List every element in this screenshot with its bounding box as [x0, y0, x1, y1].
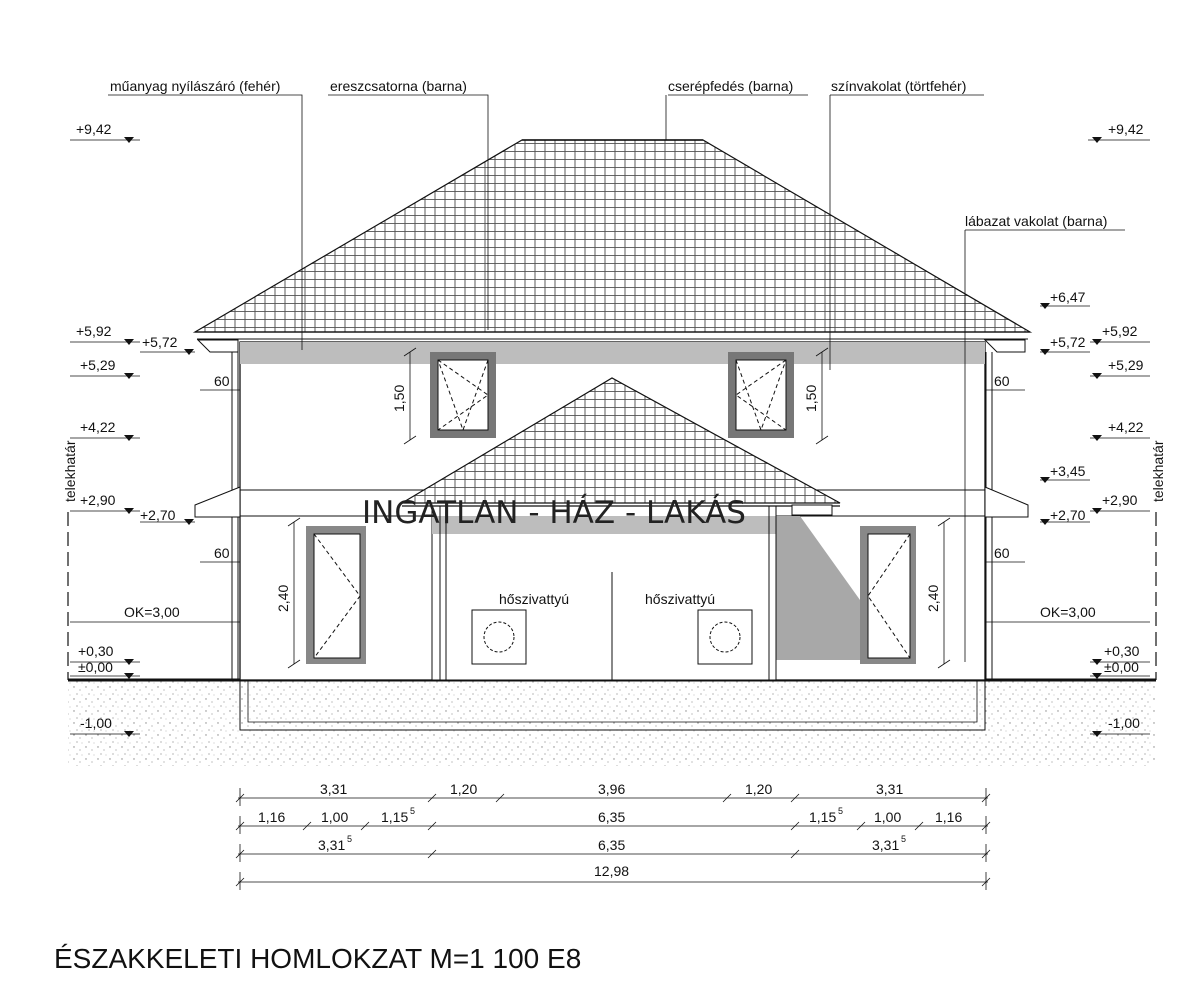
- dim-row1-5: 3,31: [876, 781, 904, 797]
- dim-150-left: 1,50: [391, 384, 407, 412]
- dim-row1-3: 3,96: [598, 781, 626, 797]
- level-right-ok: OK=3,00: [1040, 604, 1096, 620]
- watermark: INGATLAN - HÁZ - LAKÁS: [362, 495, 746, 531]
- level-left-942: +9,42: [76, 121, 112, 137]
- level-right-529: +5,29: [1108, 357, 1144, 373]
- label-gutter: ereszcsatorna (barna): [330, 78, 467, 94]
- level-left-000: ±0,00: [78, 659, 113, 675]
- dim-60-upper-right: 60: [994, 373, 1010, 389]
- dim-150-right: 1,50: [803, 384, 819, 412]
- dim-240-right: 2,40: [925, 584, 941, 612]
- level-right-942: +9,42: [1108, 121, 1144, 137]
- dim-row1-1: 3,31: [320, 781, 348, 797]
- heat-pump-right: [698, 610, 752, 664]
- level-right-572: +5,72: [1050, 334, 1086, 350]
- ground: [68, 680, 1156, 766]
- door-right: [860, 526, 916, 664]
- dim-row2-5-sup: 5: [838, 806, 844, 816]
- door-left: [306, 526, 366, 664]
- level-right-290: +2,90: [1102, 492, 1138, 508]
- dim-60-upper-left: 60: [214, 373, 230, 389]
- property-line-right: telekhatár: [1150, 440, 1166, 502]
- level-right-m100: -1,00: [1108, 715, 1140, 731]
- dim-row2-1: 1,16: [258, 809, 286, 825]
- level-left-ok: OK=3,00: [124, 604, 180, 620]
- dim-row3-1-sup: 5: [347, 834, 353, 844]
- dim-row2-5: 1,15: [809, 809, 837, 825]
- heat-pump-label-right: hőszivattyú: [645, 591, 716, 607]
- level-left-030: +0,30: [78, 643, 114, 659]
- window-left: [430, 352, 496, 438]
- level-left-m100: -1,00: [80, 715, 112, 731]
- level-right-000: ±0,00: [1104, 659, 1139, 675]
- dim-row3-3-sup: 5: [901, 834, 907, 844]
- label-roof-tiles: cserépfedés (barna): [668, 78, 794, 94]
- dim-row2-2: 1,00: [321, 809, 349, 825]
- dim-row3-1: 3,31: [318, 837, 346, 853]
- level-left-592: +5,92: [76, 323, 112, 339]
- level-right-345: +3,45: [1050, 463, 1086, 479]
- dim-60-lower-left: 60: [214, 545, 230, 561]
- level-right-592: +5,92: [1102, 323, 1138, 339]
- drawing-title: ÉSZAKKELETI HOMLOKZAT M=1 100 E8: [54, 943, 582, 974]
- heat-pump-left: [472, 610, 526, 664]
- dim-row2-6: 1,00: [874, 809, 902, 825]
- dim-row3-2: 6,35: [598, 837, 626, 853]
- dim-row1-2: 1,20: [450, 781, 478, 797]
- dim-row2-3-sup: 5: [410, 806, 416, 816]
- dim-row3-3: 3,31: [872, 837, 900, 853]
- level-left-290: +2,90: [80, 492, 116, 508]
- dim-row2-7: 1,16: [935, 809, 963, 825]
- label-render: színvakolat (törtfehér): [831, 78, 967, 94]
- dim-60-lower-right: 60: [994, 545, 1010, 561]
- dim-240-left: 2,40: [275, 584, 291, 612]
- level-left-270: +2,70: [140, 507, 176, 523]
- label-window-frame: műanyag nyílászáró (fehér): [110, 78, 281, 94]
- level-right-270: +2,70: [1050, 507, 1086, 523]
- level-left-572: +5,72: [142, 334, 178, 350]
- label-plinth: lábazat vakolat (barna): [965, 213, 1108, 229]
- property-line-left: telekhatár: [62, 440, 78, 502]
- dim-row2-3: 1,15: [381, 809, 409, 825]
- dim-row1-4: 1,20: [745, 781, 773, 797]
- window-right: [728, 352, 794, 438]
- dim-row4-1: 12,98: [594, 863, 630, 879]
- dim-row2-4: 6,35: [598, 809, 626, 825]
- heat-pump-label-left: hőszivattyú: [499, 591, 570, 607]
- main-roof: [195, 140, 1030, 332]
- level-right-422: +4,22: [1108, 419, 1144, 435]
- level-right-030: +0,30: [1104, 643, 1140, 659]
- level-left-422: +4,22: [80, 419, 116, 435]
- level-left-529: +5,29: [80, 357, 116, 373]
- level-right-647: +6,47: [1050, 289, 1086, 305]
